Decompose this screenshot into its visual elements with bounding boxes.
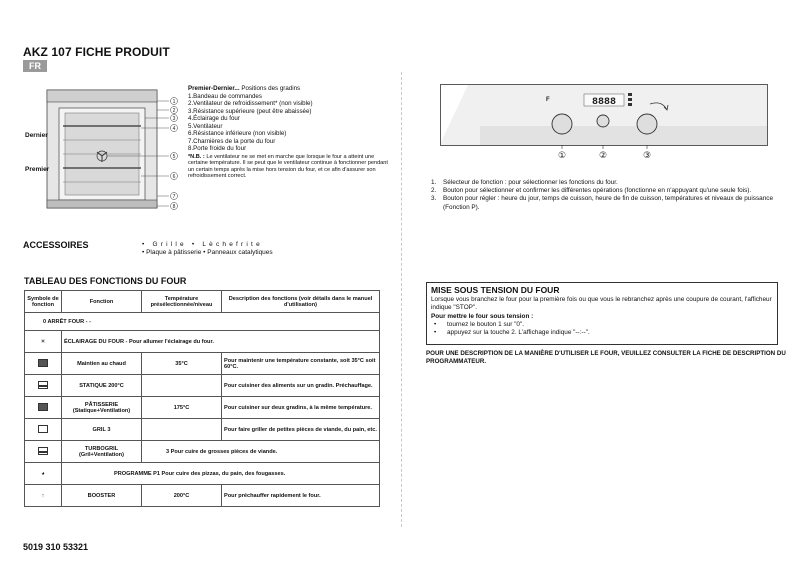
description-cell: Pour préchauffer rapidement le four. — [222, 485, 380, 507]
programmer-note: POUR UNE DESCRIPTION DE LA MANIÈRE D'UTILISER LE FOUR, VEUILLEZ CONSULTER LA FICHE DE DESCRIPTION DU PROGRAMMATEUR. — [426, 350, 786, 365]
symbol-cell — [25, 441, 62, 463]
function-cell: BOOSTER — [62, 485, 142, 507]
table-row — [25, 441, 380, 463]
turbo-description-cell: 3 Pour cuire de grosses pièces de viande. — [142, 441, 380, 463]
product-code: 5019 310 53321 — [23, 542, 89, 552]
display-digits: 8888 — [591, 97, 617, 108]
knob-2-label: ② — [598, 151, 608, 161]
temperature-cell: 200°C — [142, 485, 222, 507]
callout-1: 1 — [172, 98, 176, 105]
knob-callouts — [540, 145, 660, 165]
oven-legend — [188, 85, 393, 180]
function-cell: TURBOGRIL (Gril+Ventilation) — [62, 441, 142, 463]
label-premier: Premier — [25, 166, 50, 173]
function-cell: Maintien au chaud — [62, 353, 142, 375]
symbol-cell — [25, 463, 62, 485]
description-cell: Pour faire griller de petites pièces de viande, du pain, etc. — [222, 419, 380, 441]
programme-cell: PROGRAMME P1 Pour cuire des pizzas, du pain, des fougasses. — [62, 463, 380, 485]
table-row — [25, 419, 380, 441]
callout-7: 7 — [172, 193, 176, 200]
legend-item: 6.Résistance inférieure (non visible) — [188, 130, 287, 137]
temperature-cell — [142, 419, 222, 441]
legend-heading: Premier-Dernier... — [188, 85, 240, 92]
function-cell: GRIL 3 — [62, 419, 142, 441]
eclairage-cell: ÉCLAIRAGE DU FOUR - Pour allumer l'éclairage du four. — [62, 331, 380, 353]
language-badge: FR — [23, 60, 47, 72]
control-steps — [431, 179, 781, 212]
legend-item: 5.Ventilateur — [188, 122, 223, 130]
list-item: • appuyez sur la touche 2. L'affichage indique "--:--". — [434, 329, 590, 337]
list-item: 3. Bouton pour régler : heure du jour, temps de cuisson, heure de fin de cuisson, températures et niveaux de puissance (Fonction P). — [431, 195, 774, 211]
mise-title: MISE SOUS TENSION DU FOUR — [431, 285, 560, 295]
nb-text: Le ventilateur ne se met en marche que lorsque le four a atteint une certaine température. Il se peut que le ventilateur continue à fonctionner pendant un certain temps après la mise hors tension du four, et ce afin d'assurer son refroidissement correct. — [188, 153, 388, 180]
oven-diagram — [41, 88, 181, 215]
keep-warm-icon — [38, 359, 48, 367]
legend-item: 2.Ventilateur de refroidissement* (non visible) — [188, 100, 313, 107]
accessories-line-1: • Grille • Lèchefrite — [142, 241, 263, 248]
table-row — [25, 375, 380, 397]
description-cell: Pour cuisiner des aliments sur un gradin. Préchauffage. — [222, 375, 380, 397]
col-header: Fonction — [62, 291, 142, 313]
accessories-line-2: • Plaque à pâtisserie • Panneaux catalytiques — [142, 249, 273, 256]
knob-1-label: ① — [557, 151, 567, 161]
callout-8: 8 — [172, 203, 176, 210]
description-cell: Pour cuisiner sur deux gradins, à la même température. — [222, 397, 380, 419]
col-header: Description des fonctions (voir détails dans le manuel d'utilisation) — [222, 291, 380, 313]
table-row — [25, 485, 380, 507]
column-divider — [401, 72, 402, 527]
turbogrill-icon — [38, 447, 48, 455]
callout-3: 3 — [172, 115, 176, 122]
temperature-cell: 175°C — [142, 397, 222, 419]
booster-icon: ↑ — [41, 492, 45, 499]
symbol-cell — [25, 485, 62, 507]
description-cell: Pour maintenir une température constante, soit 35°C soit 60°C. — [222, 353, 380, 375]
function-cell: STATIQUE 200°C — [62, 375, 142, 397]
control-panel-diagram — [440, 84, 768, 146]
table-row — [25, 463, 380, 485]
legend-item: 7.Charnières de la porte du four — [188, 137, 276, 145]
temperature-cell — [142, 375, 222, 397]
label-dernier: Dernier — [25, 132, 48, 139]
nb-label: *N.B. : — [188, 153, 205, 160]
table-header-row — [25, 291, 380, 313]
mise-sous-tension-box — [426, 282, 778, 345]
functions-table — [24, 290, 380, 507]
pastry-icon — [38, 403, 48, 411]
mise-intro: Lorsque vous branchez le four pour la première fois ou que vous le rebranchez après une coupure de courant, l'afficheur indique "STOP". — [431, 296, 772, 312]
mise-subtitle: Pour mettre le four sous tension : — [431, 312, 534, 320]
accessories-title: ACCESSOIRES — [23, 240, 89, 250]
list-item: 1. Sélecteur de fonction : pour sélectionner les fonctions du four. — [431, 179, 618, 186]
grill-icon — [38, 425, 48, 433]
legend-heading-rest: Positions des gradins — [239, 85, 301, 92]
col-header: Température présélectionnée/niveau — [142, 291, 222, 313]
symbol-cell — [25, 331, 62, 353]
arret-cell: 0 ARRÊT FOUR - - — [25, 313, 380, 331]
table-row — [25, 353, 380, 375]
legend-item: 8.Porte froide du four — [188, 145, 247, 152]
symbol-cell — [25, 353, 62, 375]
table-row — [25, 331, 380, 353]
legend-item: 1.Bandeau de commandes — [188, 92, 262, 100]
list-item: • tournez le bouton 1 sur "0". — [434, 320, 525, 328]
page-title: AKZ 107 FICHE PRODUIT — [23, 45, 170, 59]
knob-3-label: ③ — [642, 151, 652, 161]
lamp-icon: ☀ — [40, 338, 46, 345]
symbol-cell — [25, 419, 62, 441]
list-item: 2. Bouton pour sélectionner et confirmer les différentes opérations (fonctionne en n'appuyant qu'une seule fois). — [431, 187, 752, 195]
table-title: TABLEAU DES FONCTIONS DU FOUR — [24, 276, 187, 286]
legend-item: 3.Résistance supérieure (peut être abaissée) — [188, 107, 312, 115]
table-row — [25, 397, 380, 419]
table-row — [25, 313, 380, 331]
symbol-cell — [25, 375, 62, 397]
callout-4: 4 — [172, 125, 176, 132]
callout-5: 5 — [172, 153, 176, 160]
pizza-icon: ◕ — [41, 470, 45, 477]
accessories-list — [142, 241, 273, 257]
symbol-cell — [25, 397, 62, 419]
temperature-cell: 35°C — [142, 353, 222, 375]
function-cell: PÂTISSERIE (Statique+Ventilation) — [62, 397, 142, 419]
callout-2: 2 — [172, 107, 176, 114]
f-label: F — [546, 97, 550, 103]
static-icon — [38, 381, 48, 389]
col-header: Symbole de fonction — [25, 291, 62, 313]
legend-item: 4.Éclairage du four — [188, 115, 240, 122]
callout-6: 6 — [172, 173, 176, 180]
